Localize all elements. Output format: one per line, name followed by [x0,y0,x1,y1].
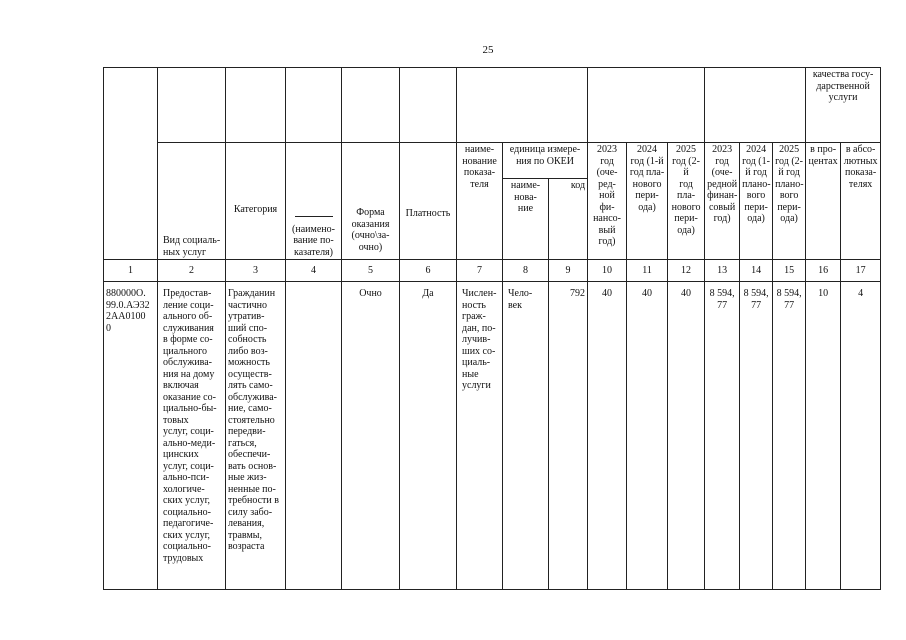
column-number: 6 [400,260,457,282]
y2024-fee-header: 2024 год (1- й год плано- вого пери- ода) [740,143,773,260]
column-number: 12 [668,260,705,282]
column-number: 9 [549,260,588,282]
column-number: 7 [457,260,503,282]
deviation-percent-cell: 10 [806,282,841,590]
service-type-header: Вид социаль- ных услуг [158,143,226,260]
column-number: 17 [841,260,881,282]
cell-empty [705,68,806,143]
column-number: 2 [158,260,226,282]
state-task-table [103,67,881,590]
cell-empty [226,68,286,143]
percent-header: в про- центах [806,143,841,260]
header-mid-row [104,143,881,179]
form-header: Форма оказания (очно\за- очно) [342,143,400,260]
column-number: 5 [342,260,400,282]
fee-2023-cell: 8 594, 77 [705,282,740,590]
fee-2024-cell: 8 594, 77 [740,282,773,590]
volume-2025-cell: 40 [668,282,705,590]
form-cell: Очно [342,282,400,590]
table-row [104,282,881,590]
volume-2024-cell: 40 [627,282,668,590]
okei-name-header: наиме- нова- ние [503,179,549,260]
indicator-header: наиме- нование показа- теля [457,143,503,260]
column-number: 13 [705,260,740,282]
page-number: 25 [482,44,494,56]
column-number: 16 [806,260,841,282]
unit-code-cell: 792 [549,282,588,590]
fee-2025-cell: 8 594, 77 [773,282,806,590]
column-number: 3 [226,260,286,282]
cell-empty [342,68,400,143]
cell-empty [158,68,226,143]
okei-header: единица измере- ния по ОКЕИ [503,143,588,179]
category-header: Категория [226,143,286,260]
column-number: 4 [286,260,342,282]
indicator-name-cell [286,282,342,590]
column-number: 11 [627,260,668,282]
y2025-fee-header: 2025 год (2- й год плано- вого пери- ода) [773,143,806,260]
column-number-row [104,260,881,282]
y2023-fee-header: 2023 год (оче- редной финан- совый год) [705,143,740,260]
y2023-volume-header: 2023 год (оче- ред- ной фи- нансо- вый год) [588,143,627,260]
indicator-name-header [286,143,342,260]
cell-empty [286,68,342,143]
header-top-row [104,68,881,143]
column-number: 14 [740,260,773,282]
indicator-cell: Числен- ность граж- дан, по- лучив- ших со- циаль- ные услуги [457,282,503,590]
unit-name-cell: Чело- век [503,282,549,590]
absolute-header: в абсо- лютных показа- телях [841,143,881,260]
y2025-volume-header: 2025 год (2-й год пла- нового пери- ода) [668,143,705,260]
cell-empty [457,68,588,143]
column-number: 15 [773,260,806,282]
okei-code-header: код [549,179,588,260]
column-number: 8 [503,260,549,282]
cell-empty [400,68,457,143]
payment-cell: Да [400,282,457,590]
column-number: 10 [588,260,627,282]
volume-2023-cell: 40 [588,282,627,590]
y2024-volume-header: 2024 год (1-й год пла- нового пери- ода) [627,143,668,260]
payment-header: Платность [400,143,457,260]
deviation-absolute-cell: 4 [841,282,881,590]
service-type-cell: Предостав- ление соци- ального об- служивания в форме со- циального обслужива- ния на дому включая оказание со- циально-бы- товых услуг, соци- ально-меди- цинских услуг, соци- ально-пси- хологиче- ских услуг, социально- педагогиче- ских услуг, социально- трудовых [158,282,226,590]
column-number: 1 [104,260,158,282]
indicator-name-text: (наимено- вание по- казателя) [292,223,335,258]
quality-header: качества госу- дарственной услуги [806,68,881,143]
registry-code: 880000О. 99.0.АЭ32 2АА0100 0 [104,282,158,590]
category-cell: Гражданин частично утратив- ший спо- собность либо воз- можность осуществ- лять само- обслужива- ние, само- стоятельно передви- гаться, обеспечи- вать основ- ные жиз- ненные по- требности в силу забо- левания, травмы, возраста [226,282,286,590]
cell-empty [104,68,158,260]
cell-empty [588,68,705,143]
